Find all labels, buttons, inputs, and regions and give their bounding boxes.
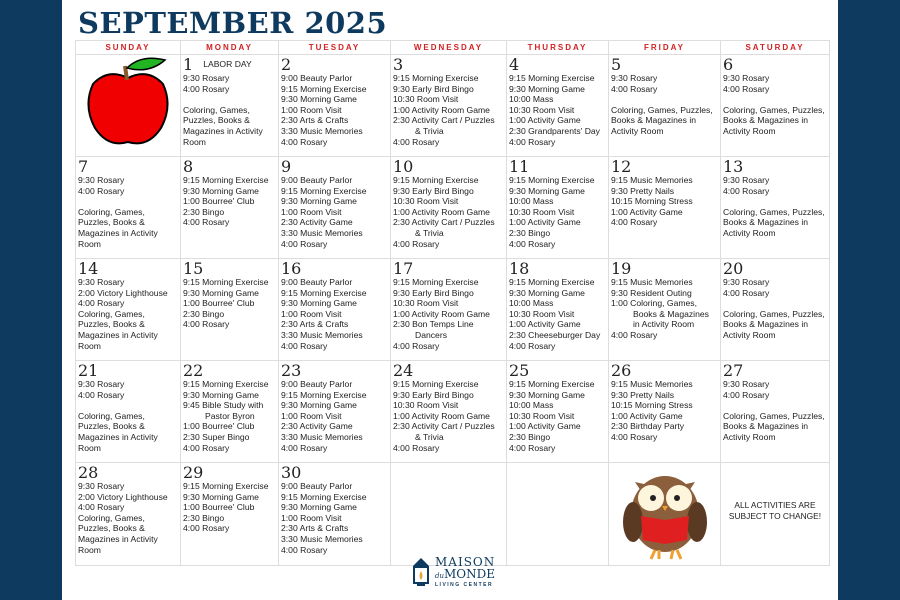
- activity-line: 9:30 Rosary: [78, 277, 125, 287]
- activity-line: 9:15 Music Memories: [611, 277, 693, 287]
- activity-line: Books & Magazines in: [723, 115, 809, 126]
- activity-line: 9:15 Morning Exercise: [281, 389, 367, 400]
- lantern-icon: [411, 557, 431, 587]
- activity-line: 9:30 Morning Game: [183, 185, 259, 196]
- activity-line: Room: [78, 442, 101, 453]
- activity-line: 4:00 Rosary: [281, 238, 328, 249]
- activity-line: 1:00 Room Visit: [281, 308, 342, 319]
- day-number: 11: [509, 157, 530, 176]
- day-cell: [279, 55, 391, 157]
- day-number: 16: [281, 259, 302, 278]
- activity-line: 2:30 Activity Game: [281, 421, 353, 432]
- activity-line: 4:00 Rosary: [281, 136, 328, 147]
- activity-line: & Trivia: [415, 227, 444, 238]
- day-number: 17: [393, 259, 414, 278]
- activity-line: 10:30 Room Visit: [393, 400, 459, 411]
- day-cell: [609, 361, 721, 463]
- weekday-sunday: SUNDAY: [76, 41, 181, 55]
- spacer: [78, 400, 178, 411]
- spacer: [183, 94, 276, 105]
- activity-line: Magazines in Activity: [78, 431, 158, 442]
- activity-line: 9:45 Bible Study with: [183, 400, 264, 411]
- activity-line: Puzzles, Books &: [183, 115, 250, 126]
- activity-line: 9:15 Morning Exercise: [183, 277, 269, 287]
- activity-line: 3:30 Music Memories: [281, 227, 363, 238]
- day-number: 23: [281, 361, 302, 380]
- activity-line: 4:00 Rosary: [78, 298, 125, 309]
- activity-line: 2:30 Arts & Crafts: [281, 523, 349, 534]
- day-cell: [507, 55, 609, 157]
- day-number: 5: [611, 55, 622, 74]
- day-cell: [181, 463, 279, 566]
- empty-day-cell: [507, 463, 609, 566]
- activity-line: 1:00 Bourree' Club: [183, 298, 255, 309]
- activity-line: 9:15 Morning Exercise: [281, 287, 367, 298]
- activity-line: Activity Room: [611, 125, 664, 136]
- activity-line: 9:30 Morning Game: [281, 400, 357, 411]
- activity-line: 10:30 Room Visit: [509, 410, 575, 421]
- page-title: SEPTEMBER 2025: [78, 6, 388, 40]
- activity-line: 9:15 Morning Exercise: [393, 73, 479, 83]
- activity-line: 2:30 Bingo: [183, 308, 225, 319]
- activity-line: 9:30 Rosary: [611, 73, 658, 83]
- activity-line: 4:00 Rosary: [393, 340, 440, 351]
- activity-line: Coloring, Games, Puzzles,: [723, 206, 825, 217]
- day-number: 28: [78, 463, 99, 482]
- day-number: 22: [183, 361, 204, 380]
- activity-line: Coloring, Games,: [183, 104, 250, 115]
- activity-line: Room: [78, 238, 101, 249]
- activity-line: 1:00 Activity Game: [509, 217, 581, 228]
- activity-line: 4:00 Rosary: [78, 502, 125, 513]
- activity-line: 9:30 Resident Outing: [611, 287, 692, 298]
- activity-line: 4:00 Rosary: [723, 83, 770, 94]
- activity-line: 2:30 Grandparents' Day: [509, 125, 600, 136]
- activity-line: 9:00 Beauty Parlor: [281, 379, 353, 389]
- activity-line: Activity Room: [723, 431, 776, 442]
- day-number: 2: [281, 55, 292, 74]
- activity-line: 9:30 Morning Game: [183, 389, 259, 400]
- activity-line: Puzzles, Books &: [78, 319, 145, 330]
- day-cell: [609, 259, 721, 361]
- activity-line: 9:30 Rosary: [723, 277, 770, 287]
- activity-line: 9:15 Morning Exercise: [281, 185, 367, 196]
- day-cell: [507, 157, 609, 259]
- activity-line: & Trivia: [415, 431, 444, 442]
- day-cell: [721, 55, 830, 157]
- day-cell: [609, 157, 721, 259]
- day-cell: [507, 361, 609, 463]
- activity-line: 4:00 Rosary: [509, 442, 556, 453]
- activity-line: 2:30 Cheeseburger Day: [509, 329, 601, 340]
- activity-line: Coloring, Games,: [78, 512, 145, 523]
- activity-line: 9:30 Morning Game: [281, 298, 357, 309]
- calendar-page: [62, 0, 838, 600]
- weekday-header-row: [76, 41, 830, 55]
- day-number: 21: [78, 361, 99, 380]
- activity-line: 9:30 Early Bird Bingo: [393, 389, 474, 400]
- day-number: 7: [78, 157, 89, 176]
- day-cell: [181, 259, 279, 361]
- activity-line: 10:30 Room Visit: [393, 196, 459, 207]
- activity-line: 9:15 Morning Exercise: [183, 481, 269, 491]
- activity-line: 2:30 Bingo: [183, 512, 225, 523]
- logo-du: du: [435, 572, 444, 580]
- activity-line: 9:30 Morning Game: [509, 287, 585, 298]
- day-number: 13: [723, 157, 744, 176]
- activity-line: 9:00 Beauty Parlor: [281, 481, 353, 491]
- day-cell: [279, 157, 391, 259]
- day-number: 12: [611, 157, 632, 176]
- weekday-saturday: SATURDAY: [721, 41, 830, 55]
- activity-line: 2:30 Birthday Party: [611, 421, 685, 432]
- activity-line: 9:15 Morning Exercise: [393, 277, 479, 287]
- activity-line: 10:30 Room Visit: [509, 206, 575, 217]
- activity-line: 1:00 Bourree' Club: [183, 196, 255, 207]
- activity-line: 9:30 Morning Game: [183, 491, 259, 502]
- activity-line: Books & Magazines: [633, 308, 709, 319]
- spacer: [723, 94, 827, 105]
- activity-line: 1:00 Activity Room Game: [393, 410, 490, 421]
- day-cell: [391, 55, 507, 157]
- activity-line: 4:00 Rosary: [78, 389, 125, 400]
- activity-line: 1:00 Activity Game: [509, 319, 581, 330]
- activity-line: 9:30 Pretty Nails: [611, 389, 675, 400]
- week-row: [76, 157, 830, 259]
- activity-line: 10:15 Morning Stress: [611, 400, 693, 411]
- activity-line: 4:00 Rosary: [393, 238, 440, 249]
- week-row: [76, 361, 830, 463]
- activity-line: Room: [78, 340, 101, 351]
- activity-line: 9:30 Early Bird Bingo: [393, 287, 474, 298]
- activity-line: 9:15 Morning Exercise: [183, 175, 269, 185]
- activity-line: 1:00 Activity Game: [509, 115, 581, 126]
- weekday-tuesday: TUESDAY: [279, 41, 391, 55]
- day-cell: [391, 157, 507, 259]
- activity-line: 1:00 Activity Game: [611, 206, 683, 217]
- activity-line: 9:30 Pretty Nails: [611, 185, 675, 196]
- maison-du-monde-logo: [411, 556, 495, 588]
- activity-line: 2:30 Arts & Crafts: [281, 115, 349, 126]
- day-number: 6: [723, 55, 734, 74]
- weekday-monday: MONDAY: [181, 41, 279, 55]
- activity-line: 4:00 Rosary: [183, 442, 230, 453]
- activity-line: 10:30 Room Visit: [393, 298, 459, 309]
- activity-line: Activity Room: [723, 227, 776, 238]
- week-row: [76, 259, 830, 361]
- weekday-friday: FRIDAY: [609, 41, 721, 55]
- activity-line: Activity Room: [723, 125, 776, 136]
- day-number: 1: [183, 55, 194, 74]
- apple-icon: [83, 56, 173, 151]
- activity-line: 4:00 Rosary: [78, 185, 125, 196]
- activity-line: Puzzles, Books &: [78, 217, 145, 228]
- day-number: 19: [611, 259, 632, 278]
- day-number: 29: [183, 463, 204, 482]
- activity-line: Pastor Byron: [205, 410, 255, 421]
- activity-line: Room: [78, 544, 101, 555]
- day-number: 10: [393, 157, 414, 176]
- day-cell: [507, 259, 609, 361]
- activity-line: 2:30 Super Bingo: [183, 431, 250, 442]
- activity-line: 9:30 Rosary: [723, 73, 770, 83]
- activity-line: 2:30 Activity Cart / Puzzles: [393, 115, 495, 126]
- activity-line: 1:00 Room Visit: [281, 410, 342, 421]
- day-number: 20: [723, 259, 744, 278]
- activity-line: 3:30 Music Memories: [281, 533, 363, 544]
- day-number: 4: [509, 55, 520, 74]
- activity-line: 9:15 Morning Exercise: [393, 175, 479, 185]
- activity-line: 9:30 Rosary: [183, 73, 230, 83]
- activity-line: 9:30 Rosary: [78, 175, 125, 185]
- activity-line: Coloring, Games, Puzzles,: [723, 308, 825, 319]
- day-cell: [76, 259, 181, 361]
- day-cell: [181, 361, 279, 463]
- activity-line: 1:00 Room Visit: [281, 512, 342, 523]
- activity-line: 4:00 Rosary: [611, 431, 658, 442]
- activity-line: 1:00 Activity Room Game: [393, 308, 490, 319]
- activity-line: Puzzles, Books &: [78, 421, 145, 432]
- activity-line: Books & Magazines in: [723, 217, 809, 228]
- activity-line: 2:30 Activity Cart / Puzzles: [393, 217, 495, 228]
- activity-line: 9:00 Beauty Parlor: [281, 175, 353, 185]
- activity-line: 4:00 Rosary: [509, 136, 556, 147]
- activity-line: 9:30 Rosary: [723, 379, 770, 389]
- day-cell: [721, 157, 830, 259]
- activity-line: 1:00 Room Visit: [281, 206, 342, 217]
- activity-line: 9:30 Morning Game: [509, 389, 585, 400]
- activity-line: 1:00 Activity Game: [611, 410, 683, 421]
- activity-line: 10:00 Mass: [509, 196, 554, 207]
- activity-line: Coloring, Games, Puzzles,: [723, 104, 825, 115]
- activity-line: 3:30 Music Memories: [281, 125, 363, 136]
- activity-line: 2:30 Bingo: [509, 431, 551, 442]
- activity-line: 9:15 Morning Exercise: [509, 175, 595, 185]
- activity-line: 9:00 Beauty Parlor: [281, 73, 353, 83]
- day-number: 27: [723, 361, 744, 380]
- activity-line: 4:00 Rosary: [393, 136, 440, 147]
- activity-line: Books & Magazines in: [611, 115, 697, 126]
- day-number: 15: [183, 259, 204, 278]
- activity-line: 9:15 Music Memories: [611, 379, 693, 389]
- spacer: [723, 196, 827, 207]
- activity-line: 1:00 Bourree' Club: [183, 421, 255, 432]
- activity-line: 4:00 Rosary: [183, 217, 230, 228]
- activity-line: in Activity Room: [633, 319, 695, 330]
- activity-line: 4:00 Rosary: [281, 544, 328, 555]
- activity-line: 9:15 Morning Exercise: [509, 73, 595, 83]
- activity-line: 4:00 Rosary: [183, 319, 230, 330]
- activity-line: 9:30 Morning Game: [281, 94, 357, 105]
- day-cell: [721, 259, 830, 361]
- activity-line: 9:30 Early Bird Bingo: [393, 185, 474, 196]
- activity-line: 10:00 Mass: [509, 400, 554, 411]
- activity-line: Magazines in Activity: [78, 227, 158, 238]
- spacer: [723, 400, 827, 411]
- activity-line: 1:00 Coloring, Games,: [611, 298, 697, 309]
- holiday-label: LABOR DAY: [203, 59, 252, 69]
- activity-line: 2:00 Victory Lighthouse: [78, 287, 168, 298]
- activity-line: Puzzles, Books &: [78, 523, 145, 534]
- activity-line: 9:30 Morning Game: [509, 185, 585, 196]
- week-row: [76, 55, 830, 157]
- activity-line: 9:15 Morning Exercise: [509, 277, 595, 287]
- activity-line: 9:30 Rosary: [78, 379, 125, 389]
- day-number: 14: [78, 259, 99, 278]
- empty-day-cell: [391, 463, 507, 569]
- activity-line: 9:30 Morning Game: [509, 83, 585, 94]
- logo-line3: LIVING CENTER: [435, 582, 494, 588]
- activity-line: Activity Room: [723, 329, 776, 340]
- day-cell: [609, 55, 721, 157]
- activity-line: 9:30 Rosary: [78, 481, 125, 491]
- activity-line: 2:00 Victory Lighthouse: [78, 491, 168, 502]
- day-cell: [279, 259, 391, 361]
- activity-line: 2:30 Activity Cart / Puzzles: [393, 421, 495, 432]
- activity-line: 2:30 Arts & Crafts: [281, 319, 349, 330]
- activity-line: 4:00 Rosary: [611, 217, 658, 228]
- week-row: [76, 463, 830, 566]
- note-cell: [721, 463, 830, 566]
- activity-line: 9:30 Morning Game: [183, 287, 259, 298]
- activity-line: Coloring, Games, Puzzles,: [723, 410, 825, 421]
- day-cell: [279, 361, 391, 463]
- day-cell: [391, 259, 507, 361]
- activity-line: Coloring, Games,: [78, 410, 145, 421]
- activity-line: 2:30 Bon Temps Line: [393, 319, 474, 330]
- activity-line: 4:00 Rosary: [611, 329, 658, 340]
- weekday-wednesday: WEDNESDAY: [391, 41, 507, 55]
- activity-line: 1:00 Bourree' Club: [183, 502, 255, 513]
- activity-line: 3:30 Music Memories: [281, 431, 363, 442]
- activity-line: 1:00 Room Visit: [281, 104, 342, 115]
- owl-cell: [609, 463, 721, 566]
- day-number: 30: [281, 463, 302, 482]
- activity-line: 2:30 Bingo: [509, 227, 551, 238]
- activity-line: 9:15 Morning Exercise: [509, 379, 595, 389]
- day-number: 3: [393, 55, 404, 74]
- logo-line1: MAISON: [435, 555, 496, 569]
- activity-line: 4:00 Rosary: [723, 287, 770, 298]
- activity-line: 4:00 Rosary: [723, 185, 770, 196]
- activity-line: 2:30 Bingo: [183, 206, 225, 217]
- activity-line: 9:30 Rosary: [723, 175, 770, 185]
- activity-line: 4:00 Rosary: [509, 238, 556, 249]
- activity-line: Dancers: [415, 329, 447, 340]
- activity-line: 9:15 Morning Exercise: [281, 83, 367, 94]
- activity-line: 9:15 Morning Exercise: [281, 491, 367, 502]
- activity-line: Books & Magazines in: [723, 319, 809, 330]
- activity-line: 1:00 Activity Room Game: [393, 206, 490, 217]
- activity-line: 10:30 Room Visit: [393, 94, 459, 105]
- activity-line: Books & Magazines in: [723, 421, 809, 432]
- day-number: 24: [393, 361, 414, 380]
- activity-line: Magazines in Activity: [78, 329, 158, 340]
- spacer: [78, 196, 178, 207]
- weekday-thursday: THURSDAY: [507, 41, 609, 55]
- activity-line: Coloring, Games,: [78, 206, 145, 217]
- activity-line: 9:15 Music Memories: [611, 175, 693, 185]
- spacer: [611, 94, 718, 105]
- activity-line: 9:30 Early Bird Bingo: [393, 83, 474, 94]
- day-cell: [76, 361, 181, 463]
- activity-line: 10:30 Room Visit: [509, 308, 575, 319]
- day-cell: [721, 361, 830, 463]
- logo-line2: MONDE: [444, 567, 496, 581]
- activity-line: 9:30 Morning Game: [281, 502, 357, 513]
- activity-line: 9:15 Morning Exercise: [393, 379, 479, 389]
- activity-line: Magazines in Activity: [183, 125, 263, 136]
- activity-line: 10:00 Mass: [509, 94, 554, 105]
- activity-line: 4:00 Rosary: [281, 442, 328, 453]
- day-number: 9: [281, 157, 292, 176]
- day-number: 25: [509, 361, 530, 380]
- activity-line: 1:00 Activity Game: [509, 421, 581, 432]
- apple-cell: [76, 55, 181, 157]
- activity-line: 4:00 Rosary: [183, 523, 230, 534]
- activity-line: 4:00 Rosary: [509, 340, 556, 351]
- day-cell: [391, 361, 507, 463]
- activities-subject-to-change-note: ALL ACTIVITIES ARE SUBJECT TO CHANGE!: [728, 500, 822, 521]
- activity-line: 9:00 Beauty Parlor: [281, 277, 353, 287]
- activity-line: 4:00 Rosary: [183, 83, 230, 94]
- day-cell: [181, 55, 279, 157]
- activity-line: Coloring, Games,: [78, 308, 145, 319]
- activity-line: 4:00 Rosary: [393, 442, 440, 453]
- activity-line: 4:00 Rosary: [611, 83, 658, 94]
- activity-line: 9:15 Morning Exercise: [183, 379, 269, 389]
- activity-line: Coloring, Games, Puzzles,: [611, 104, 713, 115]
- day-cell: [181, 157, 279, 259]
- activity-line: 4:00 Rosary: [281, 340, 328, 351]
- owl-reading-icon: [615, 464, 715, 561]
- activity-line: 9:30 Morning Game: [281, 196, 357, 207]
- day-cell: [279, 463, 391, 566]
- day-cell: [76, 463, 181, 566]
- activity-line: 10:15 Morning Stress: [611, 196, 693, 207]
- activity-line: 1:00 Activity Room Game: [393, 104, 490, 115]
- activity-line: & Trivia: [415, 125, 444, 136]
- activity-line: 3:30 Music Memories: [281, 329, 363, 340]
- day-cell: [76, 157, 181, 259]
- day-number: 8: [183, 157, 194, 176]
- day-number: 18: [509, 259, 530, 278]
- activity-line: 10:00 Mass: [509, 298, 554, 309]
- activity-line: Magazines in Activity: [78, 533, 158, 544]
- activity-line: 4:00 Rosary: [723, 389, 770, 400]
- day-number: 26: [611, 361, 632, 380]
- spacer: [723, 298, 827, 309]
- activity-line: Room: [183, 136, 206, 147]
- activity-line: 2:30 Activity Game: [281, 217, 353, 228]
- activity-line: 10:30 Room Visit: [509, 104, 575, 115]
- calendar-grid: [75, 40, 830, 569]
